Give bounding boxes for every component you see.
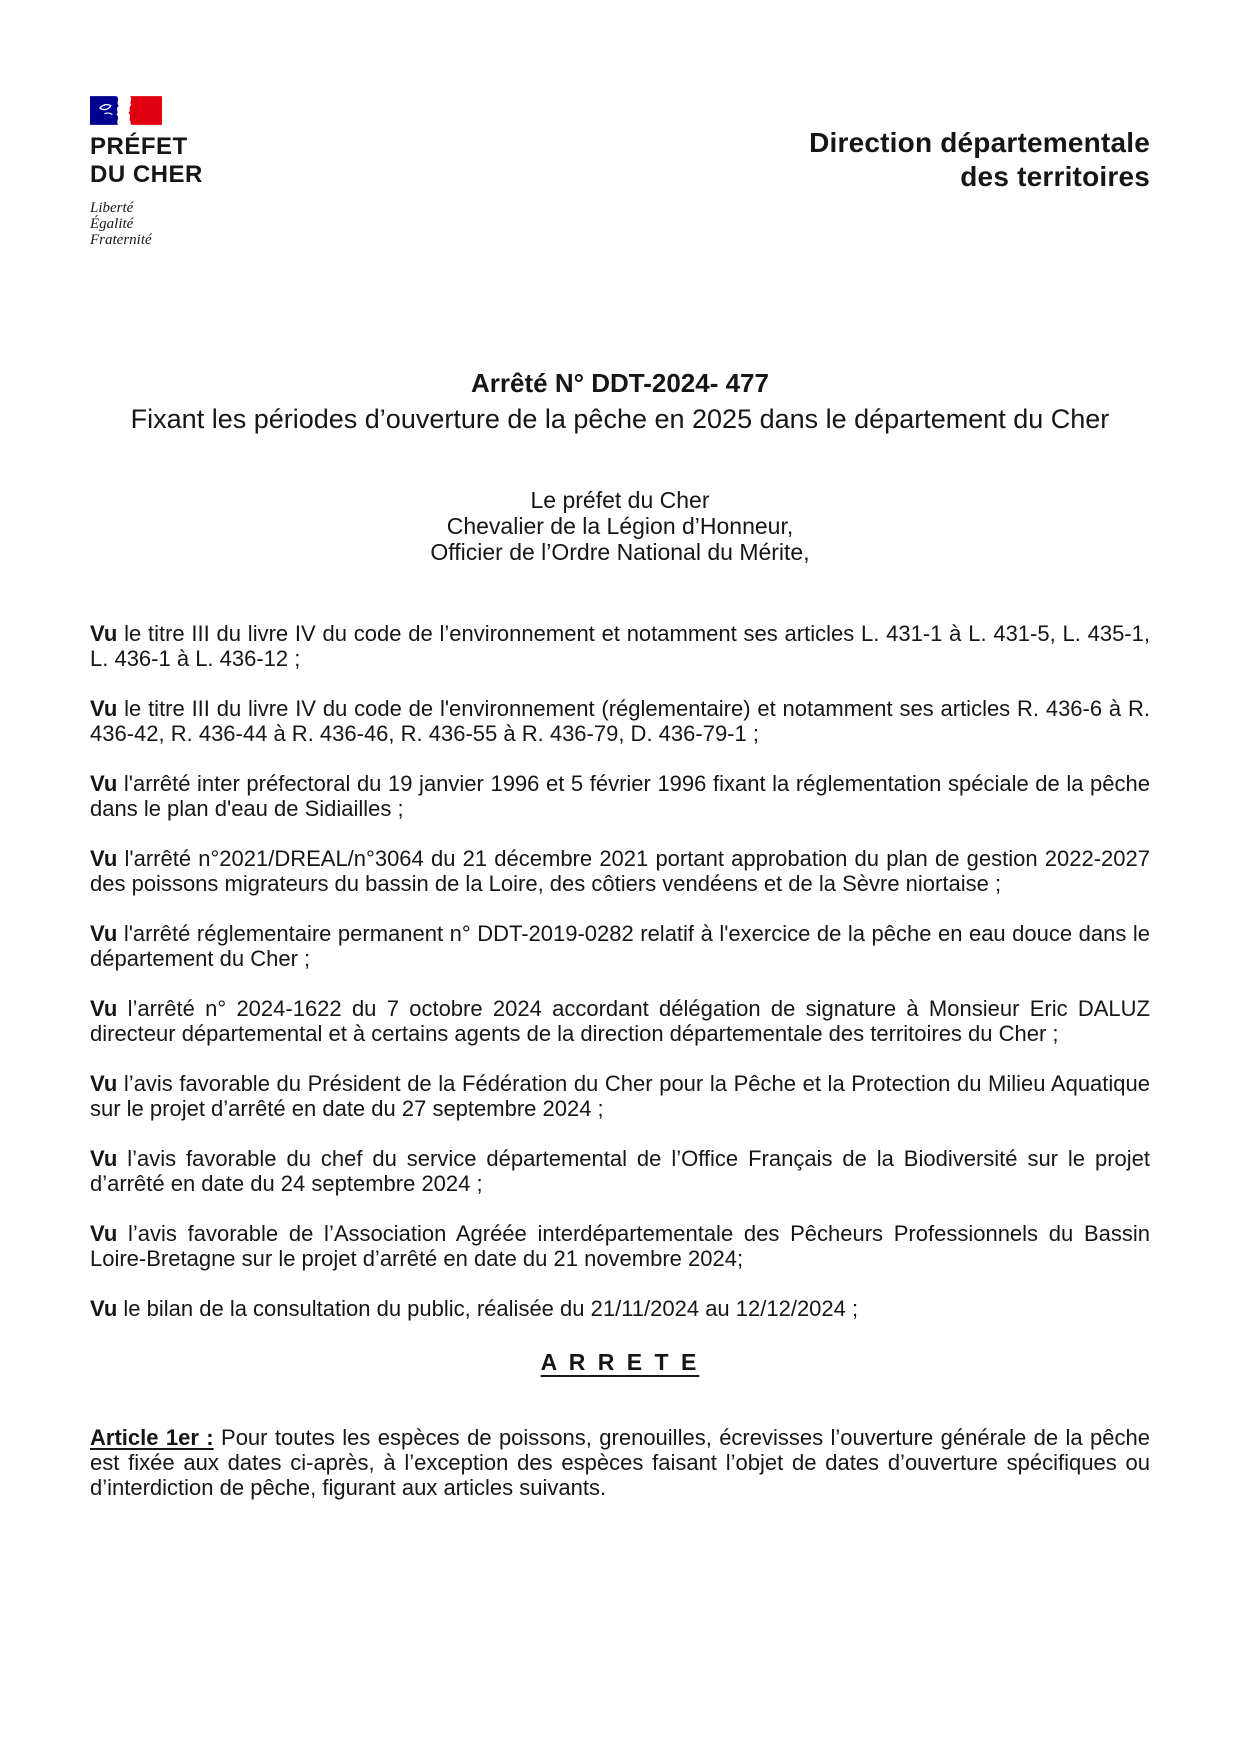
visa-text: l'arrêté inter préfectoral du 19 janvier 1996 et 5 février 1996 fixant la réglementation spéciale de la pêche dans le plan d'eau de Sidiailles ;	[90, 771, 1150, 821]
visa-lead: Vu	[90, 696, 118, 721]
visa-text: le bilan de la consultation du public, réalisée du 21/11/2024 au 12/12/2024 ;	[117, 1296, 859, 1321]
arrete-subject: Fixant les périodes d’ouverture de la pêche en 2025 dans le département du Cher	[130, 404, 1110, 434]
visa-paragraph	[90, 846, 1150, 896]
visa-lead: Vu	[90, 1296, 118, 1321]
preamble	[90, 487, 1150, 565]
arrete-heading: A R R E T E	[540, 1349, 700, 1375]
prefet-name-line1: PRÉFET	[90, 133, 188, 160]
visa-lead: Vu	[90, 846, 118, 871]
visa-lead: Vu	[90, 1146, 118, 1171]
article-1-paragraph	[90, 1425, 1150, 1500]
visa-text: l’arrêté n° 2024-1622 du 7 octobre 2024 accordant délégation de signature à Monsieur Eric DALUZ directeur départemental et à certains agents de la direction départementale des territoires du Cher ;	[90, 996, 1150, 1046]
visa-paragraph	[90, 1221, 1150, 1271]
preamble-line1: Le préfet du Cher	[530, 487, 710, 513]
visa-text: l’avis favorable du chef du service départemental de l’Office Français de la Biodiversité sur le projet d’arrêté en date du 24 septembre 2024 ;	[90, 1146, 1150, 1196]
visa-paragraph	[90, 921, 1150, 971]
visa-text: l'arrêté n°2021/DREAL/n°3064 du 21 décembre 2021 portant approbation du plan de gestion 2022-2027 des poissons migrateurs du bassin de la Loire, des côtiers vendéens et de la Sèvre niortaise ;	[90, 846, 1150, 896]
republic-motto	[90, 200, 350, 248]
visa-text: le titre III du livre IV du code de l’environnement et notamment ses articles L. 431-1 à L. 431-5, L. 435-1, L. 436-1 à L. 436-12 ;	[90, 621, 1150, 671]
visa-paragraph	[90, 771, 1150, 821]
visa-text: l'arrêté réglementaire permanent n° DDT-2019-0282 relatif à l'exercice de la pêche en eau douce dans le département du Cher ;	[90, 921, 1150, 971]
visa-text: l’avis favorable de l’Association Agréée interdépartementale des Pêcheurs Professionnels du Bassin Loire-Bretagne sur le projet d’arrêté en date du 21 novembre 2024;	[90, 1221, 1150, 1271]
visa-lead: Vu	[90, 621, 118, 646]
arrete-number: Arrêté N° DDT-2024- 477	[471, 368, 769, 398]
article-1-lead: Article 1er :	[90, 1425, 214, 1450]
visa-paragraph	[90, 621, 1150, 671]
visa-lead: Vu	[90, 921, 118, 946]
visa-text: l’avis favorable du Président de la Fédération du Cher pour la Pêche et la Protection du Milieu Aquatique sur le projet d’arrêté en date du 27 septembre 2024 ;	[90, 1071, 1150, 1121]
preamble-line3: Officier de l’Ordre National du Mérite,	[430, 539, 810, 565]
visa-paragraph	[90, 1296, 1150, 1321]
prefet-name-line2: DU CHER	[90, 161, 203, 188]
preamble-line2: Chevalier de la Légion d’Honneur,	[446, 513, 794, 539]
direction-line2: des territoires	[960, 161, 1150, 192]
visa-paragraph	[90, 696, 1150, 746]
visa-paragraph	[90, 996, 1150, 1046]
marianne-flag-icon	[90, 96, 162, 125]
document-title	[90, 368, 1150, 435]
visa-lead: Vu	[90, 1221, 118, 1246]
government-logo-block	[90, 96, 350, 248]
direction-title	[809, 126, 1150, 194]
visa-paragraph	[90, 1071, 1150, 1121]
visa-lead: Vu	[90, 1071, 118, 1096]
motto-egalite: Égalité	[90, 216, 134, 232]
motto-liberte: Liberté	[90, 200, 134, 216]
article-1-text: Pour toutes les espèces de poissons, grenouilles, écrevisses l’ouverture générale de la pêche est fixée aux dates ci-après, à l’exception des espèces faisant l’objet de dates d’ouverture spécifiques ou d’interdiction de pêche, figurant aux articles suivants.	[90, 1425, 1150, 1500]
visa-lead: Vu	[90, 996, 118, 1021]
visa-lead: Vu	[90, 771, 118, 796]
page-header	[90, 0, 1150, 248]
motto-fraternite: Fraternité	[90, 232, 152, 248]
visa-text: le titre III du livre IV du code de l'environnement (réglementaire) et notamment ses articles R. 436-6 à R. 436-42, R. 436-44 à R. 436-46, R. 436-55 à R. 436-79, D. 436-79-1 ;	[90, 696, 1150, 746]
visa-list	[90, 621, 1150, 1321]
direction-line1: Direction départementale	[809, 127, 1150, 158]
visa-paragraph	[90, 1146, 1150, 1196]
